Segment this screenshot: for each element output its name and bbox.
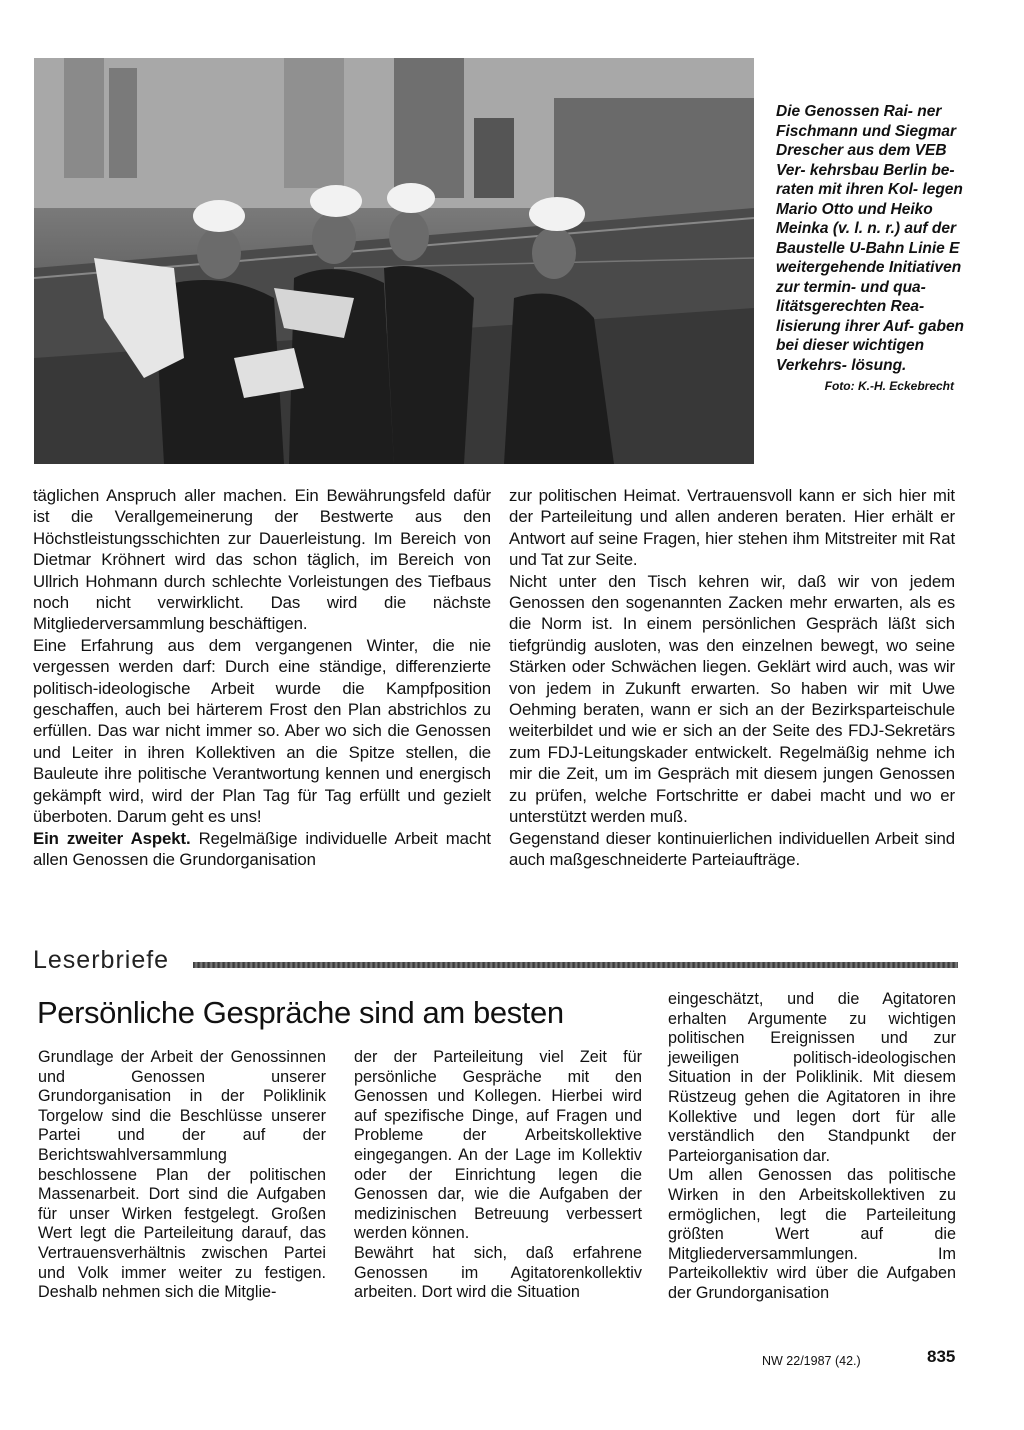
paragraph-lead: Ein zweiter Aspekt. [33,828,191,848]
article-column-2 [509,485,955,870]
article-paragraph: Eine Erfahrung aus dem vergangenen Winter, die nie vergessen werden darf: Durch eine ständige, differenzierte politisch-ideologische Arbeit wurde die Kampfposition geschaffen, auch bei härterem Frost den Plan abstrichlos zu erfüllen. Das war nicht immer so. Aber wo sich die Genossen und Leiter in ihren Kollektiven an die Spitze stellen, die Bauleute ihre politische Verantwortung kennen und energisch gekämpft wird, wird der Plan Tag für Tag erfüllt und gezielt überboten. Darum geht es uns! [33,635,491,827]
letter-paragraph: Bewährt hat sich, daß erfahrene Genossen im Agitatorenkollektiv arbeiten. Dort wird die Situation [354,1243,642,1302]
paragraph-text: Regelmäßige individuelle Arbeit macht allen Genossen die Grundorganisation [33,828,491,869]
section-header [33,946,958,978]
article-column-1 [33,485,491,870]
issue-reference: NW 22/1987 (42.) [762,1354,861,1368]
article-paragraph: täglichen Anspruch aller machen. Ein Bewährungsfeld dafür ist die Verallgemeinerung der Bestwerte aus den Höchstleistungsschichten zur Dauerleistung. Im Bereich von Dietmar Kröhnert wird das schon täglich, im Bereich von Ullrich Hohmann durch schlechte Vorleistungen des Tiefbaus noch nicht verwirklicht. Das wird die nächste Mitgliederversammlung beschäftigen. [33,486,491,634]
photo-caption [776,102,966,397]
letter-column-3 [668,990,956,1304]
letter-paragraph: eingeschätzt, und die Agitatoren erhalten Argumente zu wichtigen politischen Ereignissen und zur jeweiligen politisch-ideologischen Situation in der Poliklinik. Mit diesem Rüstzeug gehen die Agitatoren in ihre Kollektive und legen dort für alle verständlich den Standpunkt der Parteiorganisation dar. [668,990,956,1165]
page-number: 835 [927,1347,956,1366]
letter-paragraph: der der Parteileitung viel Zeit für persönliche Gespräche mit den Genossen und Kollegen. Hierbei wird auf spezifische Dinge, auf Fragen und Probleme der Arbeitskollektive eingegangen. An der Lage im Kollektiv oder der Einrichtung legen die Genossen dar, wie die Aufgaben der medizinischen Betreuung verbessert werden können. [354,1048,642,1243]
letter-headline: Persönliche Gespräche sind am besten [37,995,564,1030]
letter-column-1 [38,1048,326,1303]
article-paragraph: Gegenstand dieser kontinuierlichen individuellen Arbeit sind auch maßgeschneiderte Parteiaufträge. [509,828,955,869]
construction-site-photo-icon [34,58,754,464]
letter-paragraph: Grundlage der Arbeit der Genossinnen und Genossen unserer Grundorganisation in der Poliklinik Torgelow sind die Beschlüsse unserer Partei und der auf der Berichtswahlversammlung beschlossene Plan der politischen Massenarbeit. Dort sind die Aufgaben für unser Wirken festgelegt. Großen Wert legt die Parteileitung darauf, das Vertrauensverhältnis zwischen Partei und Volk immer weiter zu festigen. Deshalb nehmen sich die Mitglie- [38,1048,326,1302]
caption-text: Die Genossen Rai- ner Fischmann und Siegmar Drescher aus dem VEB Ver- kehrsbau Berlin be- raten mit ihren Kol- legen Mario Otto und Heiko Meinka (v. l. n. r.) auf der Baustelle U-Bahn Linie E weitergehende Initiativen zur termin- und qua- litätsgerechten Rea- lisierung ihrer Auf- gaben bei dieser wichtigen Verkehrs- lösung. [776,103,965,374]
article-paragraph [33,828,491,871]
section-rule [193,962,958,968]
article-photo [34,58,754,464]
photo-credit: Foto: K.-H. Eckebrecht [824,379,954,393]
section-label: Leserbriefe [33,946,170,974]
article-paragraph: Nicht unter den Tisch kehren wir, daß wir von jedem Genossen den sogenannten Zacken mehr erwarten, als es die Norm ist. In einem persönlichen Gespräch läßt sich tiefgründig ausloten, was den einzelnen bewegt, wo seine Stärken oder Schwächen liegen. Geklärt wird auch, was wir von jedem in Zukunft erwarten. So haben wir mit Uwe Oehming beraten, wann er sich an der Bezirksparteischule weiterbildet und wie er sich an der Seite des FDJ-Sekretärs zum FDJ-Leitungskader entwickelt. Regelmäßig nehme ich mir die Zeit, um im Gespräch mit diesem jungen Genossen zu prüfen, welche Fortschritte er dabei macht und wo er unterstützt werden muß. [509,571,955,827]
article-paragraph: zur politischen Heimat. Vertrauensvoll kann er sich hier mit der Parteileitung und allen anderen beraten. Hier erhält er Antwort auf seine Fragen, hier stehen ihm Mitstreiter mit Rat und Tat zur Seite. [509,486,955,570]
letter-column-2 [354,1048,642,1303]
letter-paragraph: Um allen Genossen das politische Wirken in den Arbeitskollektiven zu ermöglichen, legt die Parteileitung größten Wert auf die Mitgliederversammlungen. Im Parteikollektiv wird über die Aufgaben der Grundorganisation [668,1166,956,1302]
